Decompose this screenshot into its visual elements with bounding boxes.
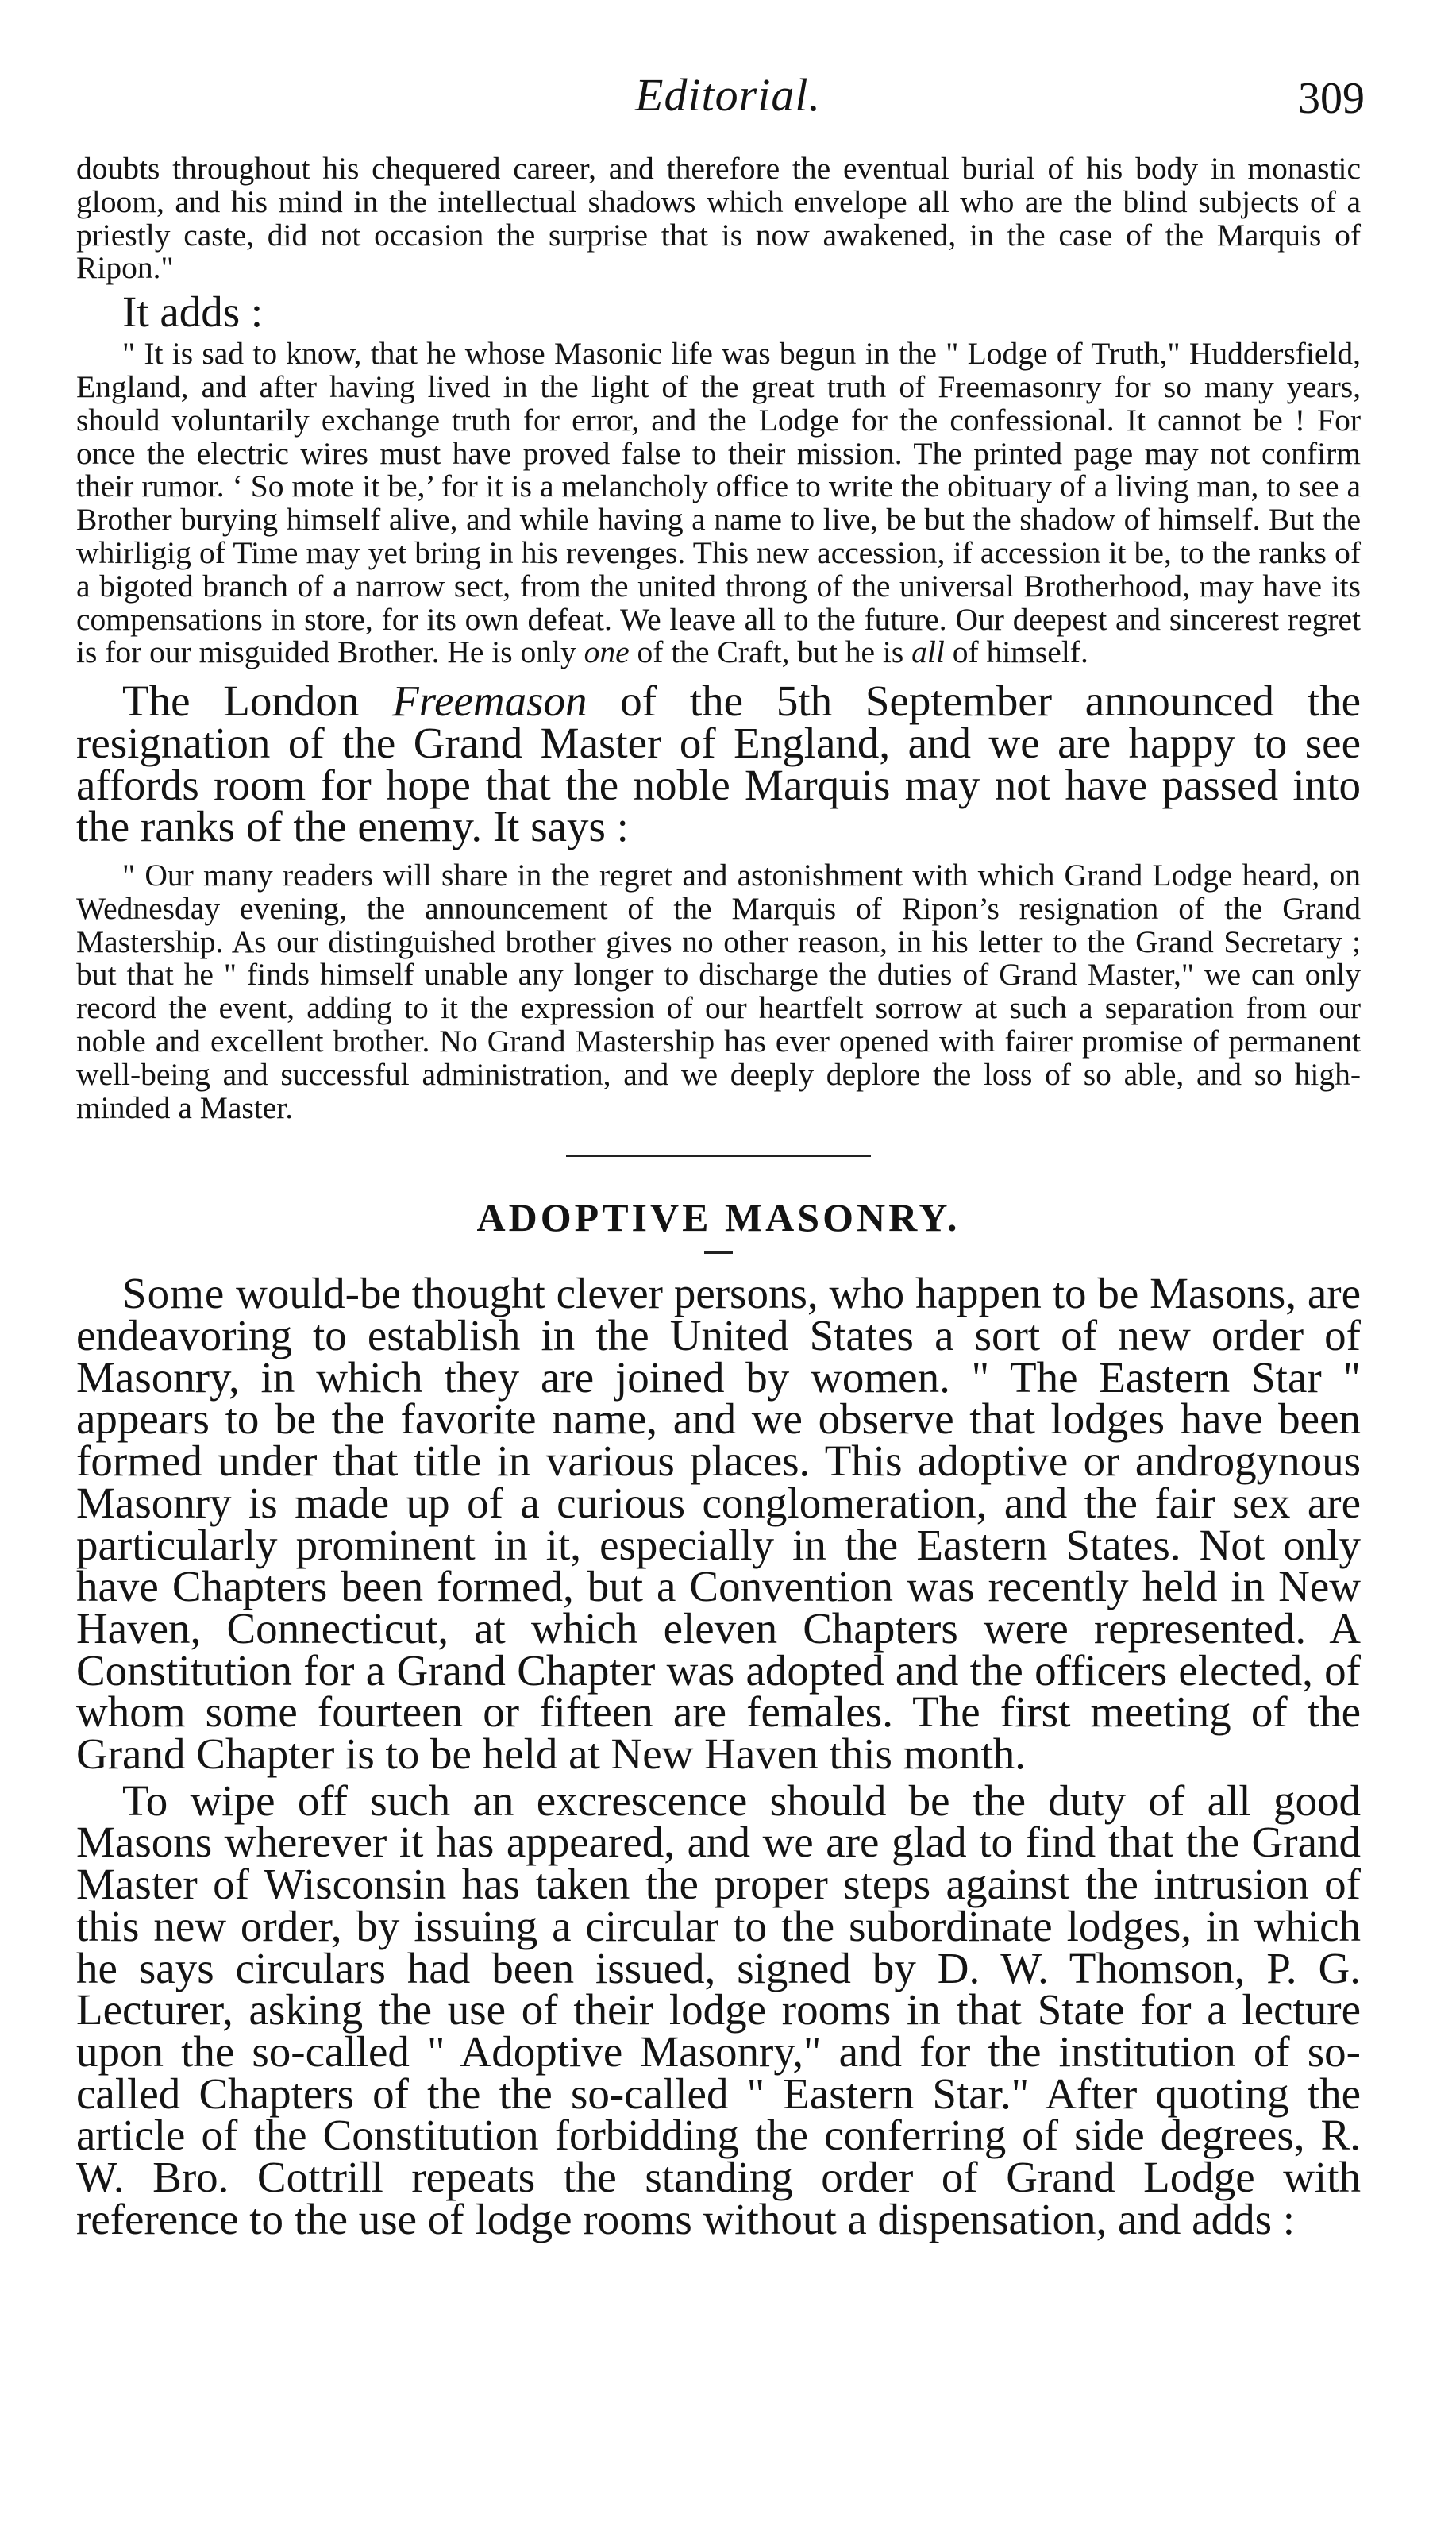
quote-block-grand-mastership: " Our many readers will share in the regret and astonishment with which Grand Lodge heard, on Wednesday evening, the announcement of the Marquis of Ripon’s resignation of the Grand Mastership. As our distinguished brother gives no other reason, in his letter to the Grand Secretary ; but that he " finds himself unable any longer to discharge the duties of Grand Master," we can only record the event, adding to it the expression of our heartfelt sorrow at such a separation from our noble and excellent brother. No Grand Mastership has ever opened with fairer promise of permanent well-being and successful administration, and we deeply deplore the loss of so able, and so high-minded a Master. [76,857,1361,1125]
running-head: Editorial. [635,69,821,121]
quote-text: of the Craft, but he is [629,634,912,670]
paragraph-text: The London [122,677,393,726]
title-dash [704,1251,733,1254]
section-title: ADOPTIVE MASONRY. [476,1195,961,1240]
paragraph-text: of the 5th September announced the resignation of the Grand Master of England, and we are happy to see affords room for hope that the noble Marquis may not have passed into the ranks of the enemy. It says : [76,677,1361,851]
paragraph-wisconsin-circular: To wipe off such an excrescence should be the duty of all good Masons wherever it has appeared, and we are glad to find that the Grand Master of Wisconsin has taken the proper steps against the intrusion of this new order, by issuing a circular to the subordinate lodges, in which he says circulars had been issued, signed by D. W. Thomson, P. G. Lecturer, asking the use of their lodge rooms in that State for a lecture upon the so-called " Adoptive Masonry," and for the institution of so-called Chapters of the the so-called " Eastern Star." After quoting the article of the Constitution forbidding the conferring of side degrees, R. W. Bro. Cottrill repeats the standing order of Grand Lodge with reference to the use of lodge rooms without a dispensation, and adds : [76,1776,1361,2243]
emphasis-one: one [584,634,630,670]
paragraph-text: would-be thought clever persons, who happen to be Masons, are endeavoring to establish in the United States a sort of new order of Masonry, in which they are joined by women. " The Eastern Star " appears to be the favorite name, and we observe that lodges have been formed under that title in various places. This adoptive or androgynous Masonry is made up of a curious conglomeration, and the fair sex are particularly prominent in it, especially in the Eastern States. Not only have Chapters been formed, but a Convention was recently held in New Haven, Connecticut, at which eleven Chapters were represented. A Constitution for a Grand Chapter was adopted and the officers elected, of whom some fourteen or fifteen are females. The first meeting of the Grand Chapter is to be held at New Haven this month. [76,1269,1361,1779]
page-number: 309 [1298,74,1365,123]
quote-text: " It is sad to know, that he whose Masonic life was begun in the " Lodge of Truth," Huddersfield, England, and after having lived in the light of the great truth of Freemasonry for so many years, should voluntarily exchange truth for error, and the Lodge for the confessional. It cannot be ! For once the electric wires must have proved false to their mission. The printed page may not confirm their rumor. ‘ So mote it be,’ for it is a melancholy office to write the obituary of a living man, to see a Brother burying himself alive, and while having a name to live, be but the shadow of himself. But the whirligig of Time may yet bring in his revenges. This new accession, if accession it be, to the ranks of a bigoted branch of a narrow sect, from the united throng of the universal Brotherhood, may have its compensations in store, for its own defeat. We leave all to the future. Our deepest and sincerest regret is for our misguided Brother. He is only [76,336,1361,670]
paragraph-freemason-announcement [76,677,1361,851]
publication-title: Freemason [392,677,587,726]
quote-continuation: doubts throughout his chequered career, and therefore the eventual burial of his body in monastic gloom, and his mind in the intellectual shadows which envelope all who are the blind subjects of a priestly caste, did not occasion the surprise that is now awakened, in the case of the Marquis of Ripon." [76,151,1361,286]
quote-block-lodge-of-truth [76,337,1361,669]
emphasis-all: all [911,634,945,670]
lead-in-it-adds: It adds : [122,287,264,337]
quote-text: of himself. [944,634,1088,670]
paragraph-eastern-star [76,1269,1361,1779]
page-body [76,152,1361,2241]
first-word: Some [122,1269,225,1318]
section-divider-rule [566,1155,871,1157]
